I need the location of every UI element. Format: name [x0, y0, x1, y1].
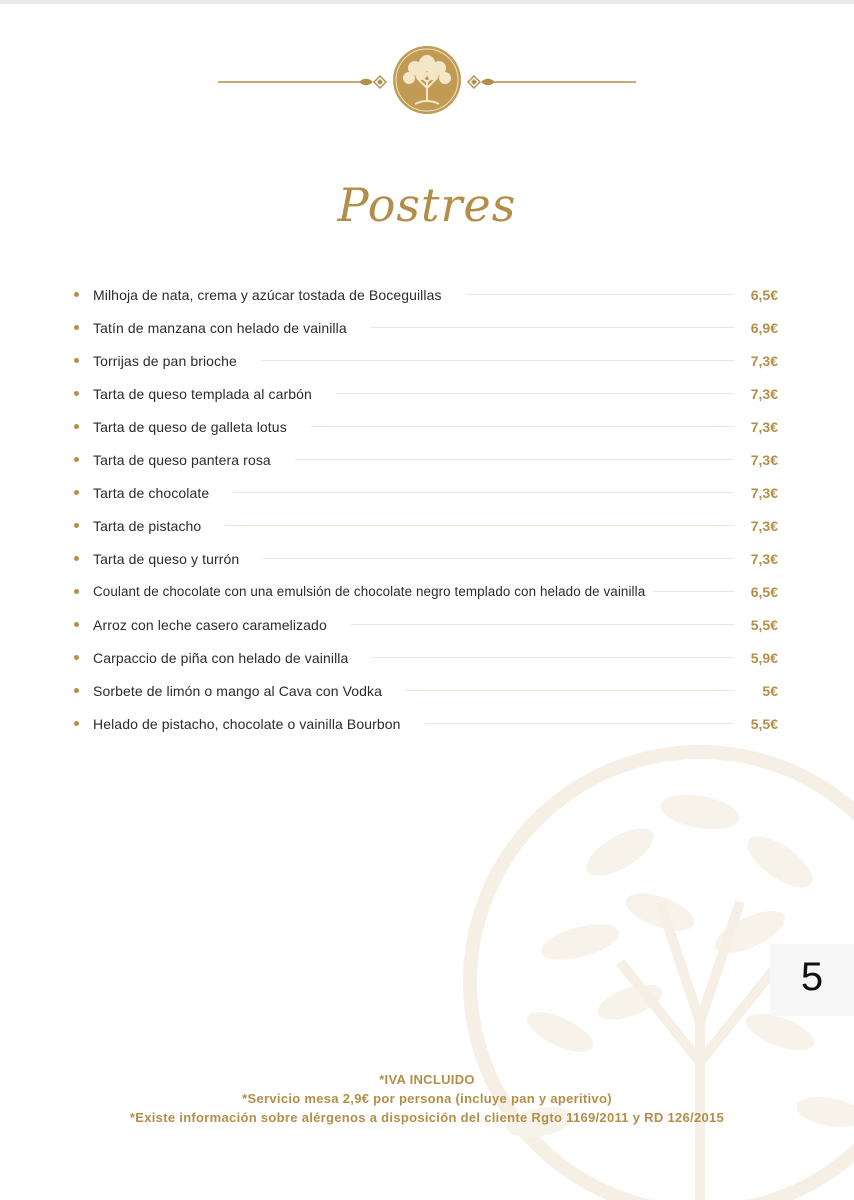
item-price: 5,5€	[750, 616, 778, 633]
leader-line	[233, 492, 734, 493]
bullet-icon	[74, 292, 79, 297]
bullet-icon	[74, 391, 79, 396]
item-name: Sorbete de limón o mango al Cava con Vodka	[93, 682, 383, 699]
item-price: 5,5€	[750, 715, 778, 732]
item-name: Torrijas de pan brioche	[93, 352, 237, 369]
item-name: Milhoja de nata, crema y azúcar tostada de Boceguillas	[93, 286, 442, 303]
leader-line	[371, 327, 734, 328]
leader-line	[466, 294, 734, 295]
item-name: Tarta de queso templada al carbón	[93, 385, 312, 402]
footer-notes	[0, 1070, 854, 1127]
list-item	[74, 377, 778, 410]
bullet-icon	[74, 556, 79, 561]
bullet-icon	[74, 358, 79, 363]
bullet-icon	[74, 457, 79, 462]
item-price: 5,9€	[750, 649, 778, 666]
list-item	[74, 311, 778, 344]
page-title: Postres	[337, 178, 517, 232]
bullet-icon	[74, 424, 79, 429]
list-item	[74, 509, 778, 542]
leader-line	[225, 525, 734, 526]
footer-service-note: *Servicio mesa 2,9€ por persona (incluye pan y aperitivo)	[242, 1091, 612, 1106]
bullet-icon	[74, 523, 79, 528]
item-name: Tarta de chocolate	[93, 484, 210, 501]
item-price: 5€	[762, 682, 778, 699]
leader-line	[261, 360, 734, 361]
leader-line	[336, 393, 734, 394]
footer-allergen-note: *Existe información sobre alérgenos a disposición del cliente Rgto 1169/2011 y RD 126/2015	[129, 1110, 725, 1125]
item-name: Helado de pistacho, chocolate o vainilla Bourbon	[93, 715, 401, 732]
list-item	[74, 674, 778, 707]
bullet-icon	[74, 688, 79, 693]
leader-line	[311, 426, 734, 427]
item-price: 7,3€	[750, 484, 778, 501]
list-item	[74, 410, 778, 443]
leader-line	[351, 624, 734, 625]
item-price: 7,3€	[750, 418, 778, 435]
item-price: 6,9€	[750, 319, 778, 336]
item-name: Tarta de queso de galleta lotus	[93, 418, 287, 435]
leader-line	[295, 459, 734, 460]
list-item	[74, 707, 778, 740]
bullet-icon	[74, 490, 79, 495]
item-price: 7,3€	[750, 451, 778, 468]
leader-line	[653, 591, 734, 592]
item-name: Tatín de manzana con helado de vainilla	[93, 319, 347, 336]
item-price: 7,3€	[750, 550, 778, 567]
list-item	[74, 344, 778, 377]
tree-of-life-icon	[210, 38, 644, 120]
item-price: 6,5€	[750, 583, 778, 600]
item-name: Tarta de queso pantera rosa	[93, 451, 271, 468]
item-name: Arroz con leche casero caramelizado	[93, 616, 327, 633]
dessert-list	[74, 278, 778, 740]
list-item	[74, 641, 778, 674]
list-item	[74, 278, 778, 311]
bullet-icon	[74, 721, 79, 726]
item-name: Carpaccio de piña con helado de vainilla	[93, 649, 349, 666]
item-price: 7,3€	[750, 517, 778, 534]
bullet-icon	[74, 622, 79, 627]
footer-iva-note: *IVA INCLUIDO	[379, 1072, 475, 1087]
item-price: 6,5€	[750, 286, 778, 303]
bullet-icon	[74, 655, 79, 660]
list-item	[74, 476, 778, 509]
leader-line	[425, 723, 734, 724]
bullet-icon	[74, 325, 79, 330]
item-price: 7,3€	[750, 352, 778, 369]
leader-line	[372, 657, 734, 658]
item-name: Coulant de chocolate con una emulsión de chocolate negro templado con helado de vainilla	[93, 584, 646, 599]
list-item	[74, 608, 778, 641]
item-name: Tarta de queso y turrón	[93, 550, 240, 567]
page-number: 5	[800, 955, 824, 999]
item-price: 7,3€	[750, 385, 778, 402]
item-name: Tarta de pistacho	[93, 517, 202, 534]
leader-line	[406, 690, 734, 691]
bullet-icon	[74, 589, 79, 594]
top-border	[0, 0, 854, 4]
list-item	[74, 575, 778, 608]
leader-line	[263, 558, 734, 559]
list-item	[74, 542, 778, 575]
list-item	[74, 443, 778, 476]
